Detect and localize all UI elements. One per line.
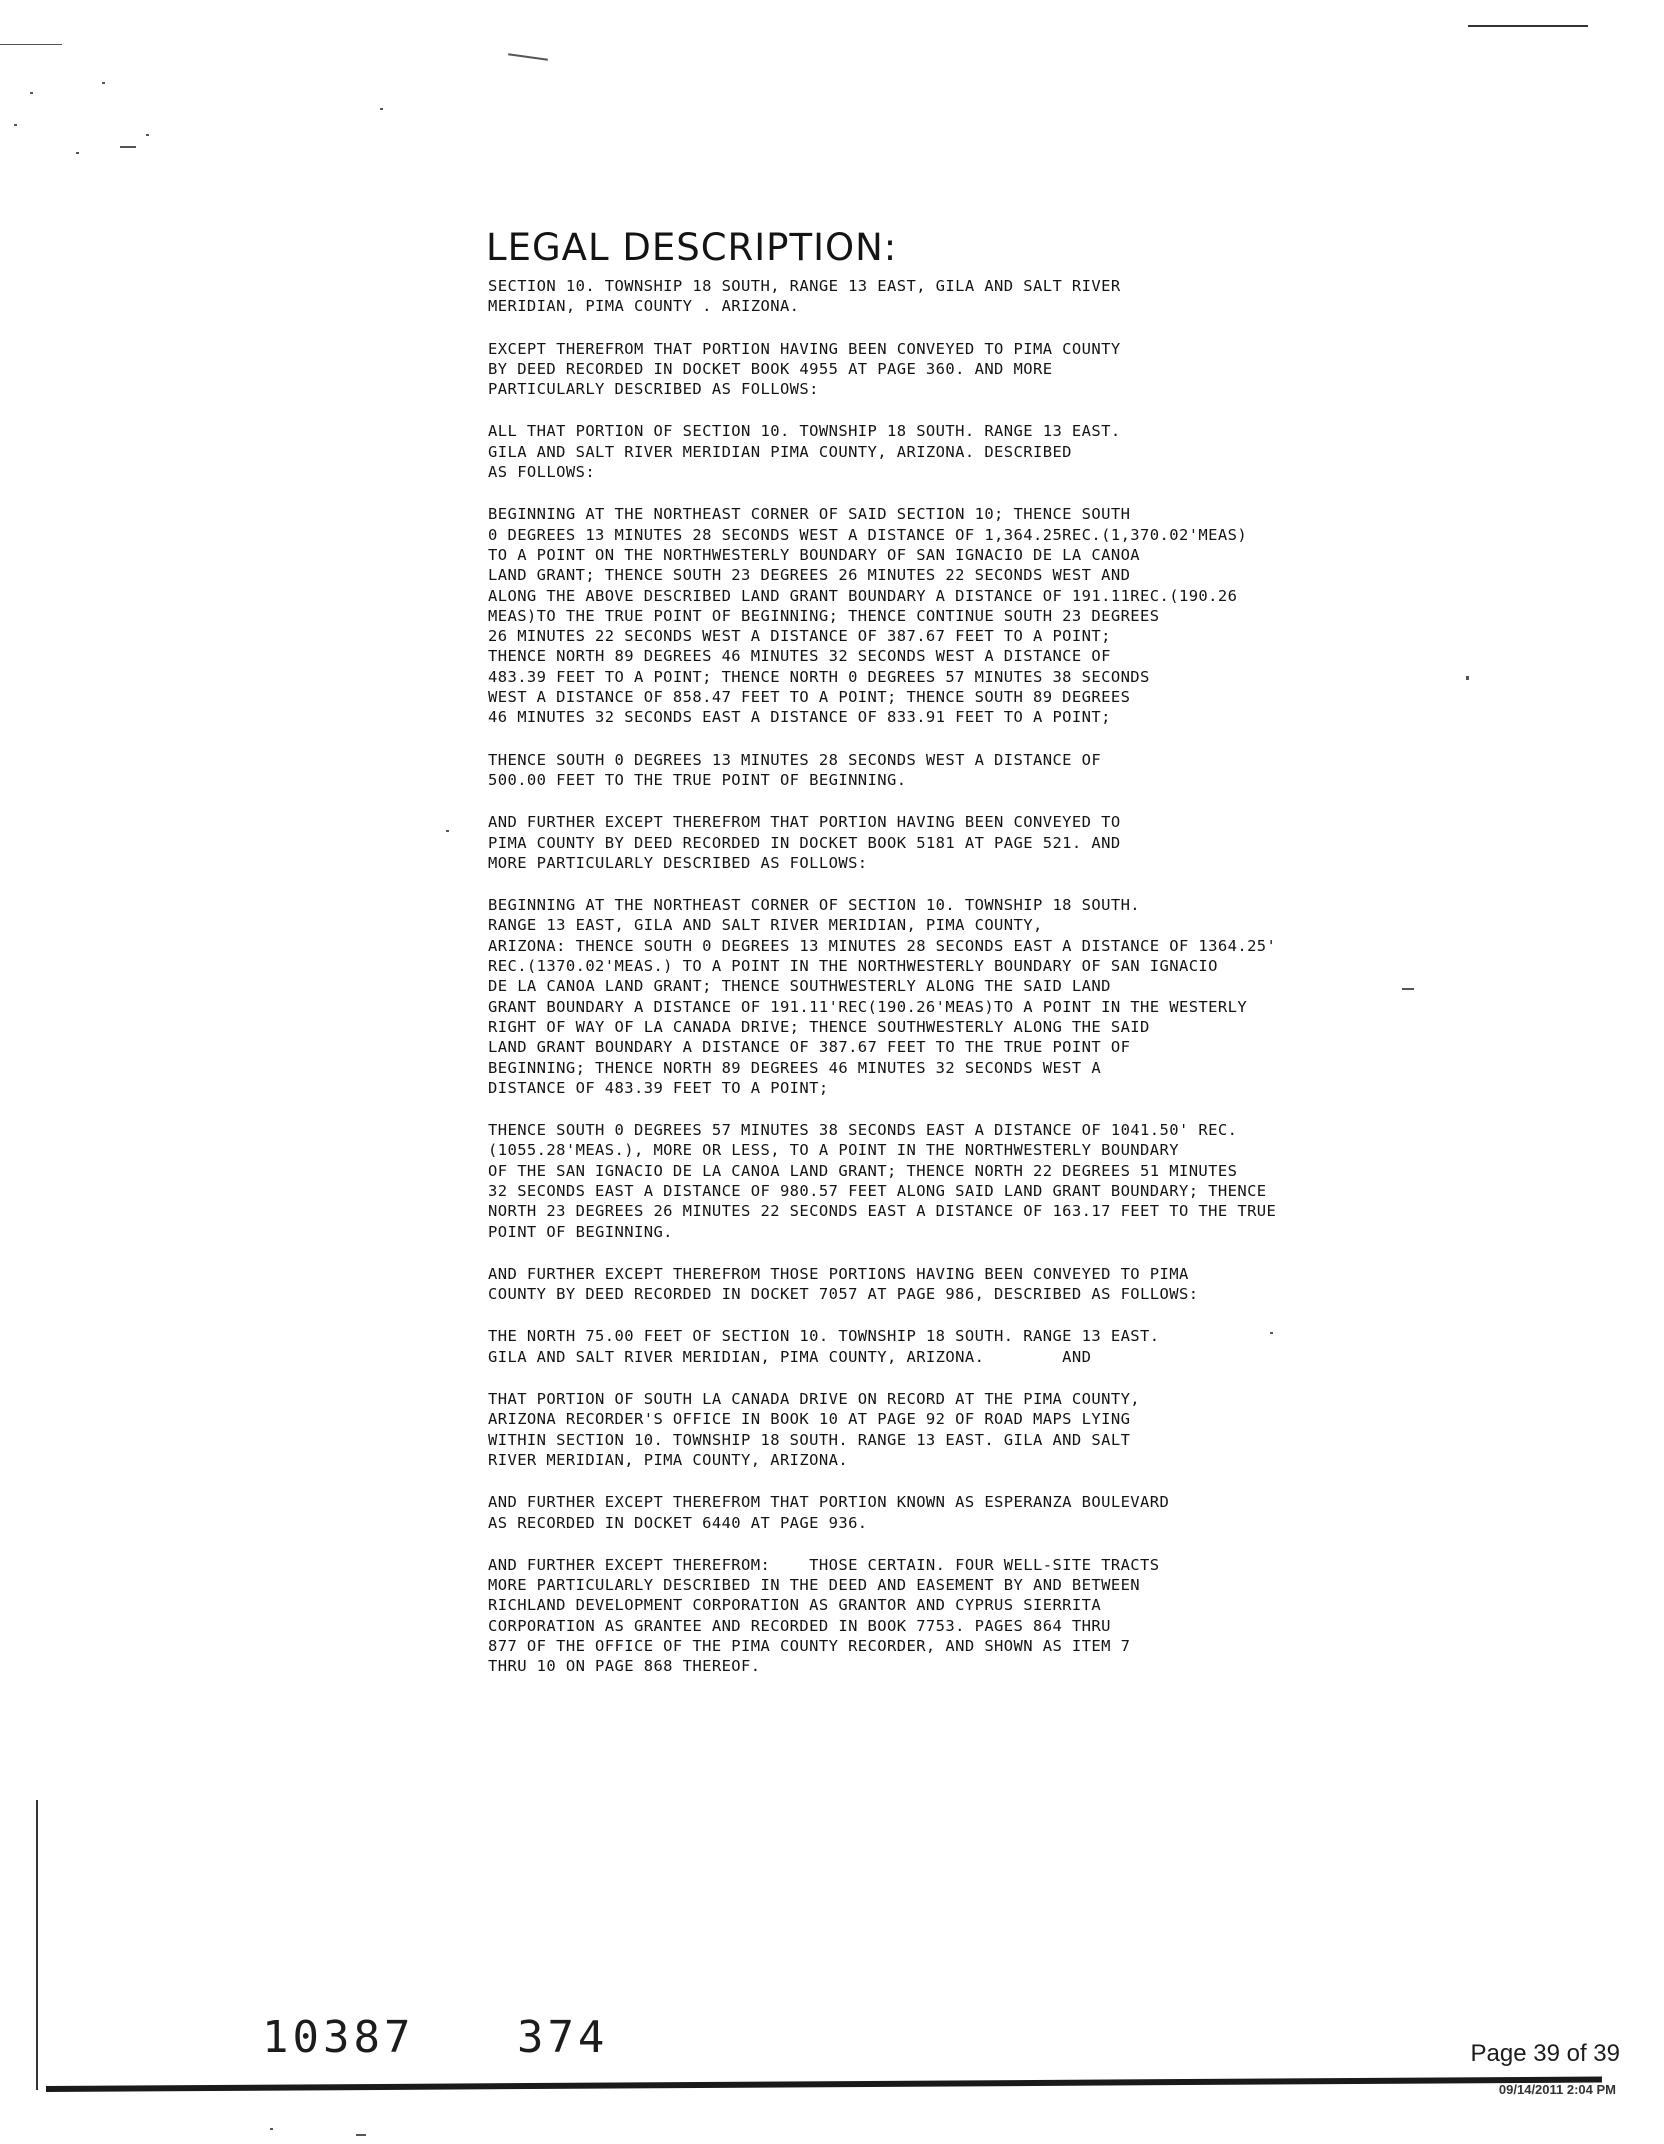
scan-speck [14, 124, 17, 126]
document-title: LEGAL DESCRIPTION: [486, 226, 898, 269]
paragraph-esperanza-boulevard: AND FURTHER EXCEPT THEREFROM THAT PORTION KNOWN AS ESPERANZA BOULEVARD AS RECORDED IN DOCKET 6440 AT PAGE 936. [488, 1493, 1170, 1532]
page-reference: 374 [516, 2012, 609, 2063]
paragraph-well-site-tracts: AND FURTHER EXCEPT THEREFROM: THOSE CERTAIN. FOUR WELL-SITE TRACTS MORE PARTICULARLY DESCRIBED IN THE DEED AND EASEMENT BY AND BETWEEN RICHLAND DEVELOPMENT CORPORATION AS GRANTOR AND CYPRUS SIERRITA CORPORATION AS GRANTEE AND RECORDED IN BOOK 7753. PAGES 864 THRU 877 OF THE OFFICE OF THE PIMA COUNTY RECORDER, AND SHOWN AS ITEM 7 THRU 10 ON PAGE 868 THEREOF. [488, 1555, 1160, 1676]
scan-speck [380, 108, 383, 110]
paragraph-section: SECTION 10. TOWNSHIP 18 SOUTH, RANGE 13 EAST, GILA AND SALT RIVER MERIDIAN, PIMA COUNTY . ARIZONA. [488, 277, 1121, 316]
recording-reference [262, 2012, 608, 2063]
scan-speck [120, 146, 136, 148]
paragraph-exception-2: AND FURTHER EXCEPT THEREFROM THAT PORTION HAVING BEEN CONVEYED TO PIMA COUNTY BY DEED RECORDED IN DOCKET BOOK 5181 AT PAGE 521. AND MORE PARTICULARLY DESCRIBED AS FOLLOWS: [488, 813, 1121, 872]
scan-speck [446, 830, 449, 832]
paragraph-metes-bounds-1-end: THENCE SOUTH 0 DEGREES 13 MINUTES 28 SECONDS WEST A DISTANCE OF 500.00 FEET TO THE TRUE POINT OF BEGINNING. [488, 750, 1102, 789]
paragraph-metes-bounds-1: BEGINNING AT THE NORTHEAST CORNER OF SAID SECTION 10; THENCE SOUTH 0 DEGREES 13 MINUTES 28 SECONDS WEST A DISTANCE OF 1,364.25REC.(1,370.02'MEAS) TO A POINT ON THE NORTHWESTERLY BOUNDARY OF SAN IGNACIO DE LA CANOA LAND GRANT; THENCE SOUTH 23 DEGREES 26 MINUTES 22 SECONDS WEST AND ALONG THE ABOVE DESCRIBED LAND GRANT BOUNDARY A DISTANCE OF 191.11REC.(190.26 MEAS)TO THE TRUE POINT OF BEGINNING; THENCE CONTINUE SOUTH 23 DEGREES 26 MINUTES 22 SECONDS WEST A DISTANCE OF 387.67 FEET TO A POINT; THENCE NORTH 89 DEGREES 46 MINUTES 32 SECONDS WEST A DISTANCE OF 483.39 FEET TO A POINT; THENCE NORTH 0 DEGREES 57 MINUTES 38 SECONDS WEST A DISTANCE OF 858.47 FEET TO A POINT; THENCE SOUTH 89 DEGREES 46 MINUTES 32 SECONDS EAST A DISTANCE OF 833.91 FEET TO A POINT; [488, 505, 1248, 727]
paragraph-metes-bounds-2: BEGINNING AT THE NORTHEAST CORNER OF SECTION 10. TOWNSHIP 18 SOUTH. RANGE 13 EAST, GILA AND SALT RIVER MERIDIAN, PIMA COUNTY, ARIZONA: THENCE SOUTH 0 DEGREES 13 MINUTES 28 SECONDS EAST A DISTANCE OF 1364.25' REC.(1370.02'MEAS.) TO A POINT IN THE NORTHWESTERLY BOUNDARY OF SAN IGNACIO DE LA CANOA LAND GRANT; THENCE SOUTHWESTERLY ALONG THE SAID LAND GRANT BOUNDARY A DISTANCE OF 191.11'REC(190.26'MEAS)TO A POINT IN THE WESTERLY RIGHT OF WAY OF LA CANADA DRIVE; THENCE SOUTHWESTERLY ALONG THE SAID LAND GRANT BOUNDARY A DISTANCE OF 387.67 FEET TO THE TRUE POINT OF BEGINNING; THENCE NORTH 89 DEGREES 46 MINUTES 32 SECONDS WEST A DISTANCE OF 483.39 FEET TO A POINT; [488, 896, 1277, 1097]
paragraph-exception-1: EXCEPT THEREFROM THAT PORTION HAVING BEEN CONVEYED TO PIMA COUNTY BY DEED RECORDED IN DOCKET BOOK 4955 AT PAGE 360. AND MORE PARTICULARLY DESCRIBED AS FOLLOWS: [488, 339, 1121, 399]
scan-speck [76, 152, 79, 154]
paragraph-metes-bounds-2-end: THENCE SOUTH 0 DEGREES 57 MINUTES 38 SECONDS EAST A DISTANCE OF 1041.50' REC. (1055.28'MEAS.), MORE OR LESS, TO A POINT IN THE NORTHWESTERLY BOUNDARY OF THE SAN IGNACIO DE LA CANOA LAND GRANT; THENCE NORTH 22 DEGREES 51 MINUTES 32 SECONDS EAST A DISTANCE OF 980.57 FEET ALONG SAID LAND GRANT BOUNDARY; THENCE NORTH 23 DEGREES 26 MINUTES 22 SECONDS EAST A DISTANCE OF 163.17 FEET TO THE TRUE POINT OF BEGINNING. [488, 1121, 1277, 1241]
paragraph-portion-1: ALL THAT PORTION OF SECTION 10. TOWNSHIP 18 SOUTH. RANGE 13 EAST. GILA AND SALT RIVER MERIDIAN PIMA COUNTY, ARIZONA. DESCRIBED AS FOLLOWS: [488, 422, 1121, 482]
print-timestamp: 09/14/2011 2:04 PM [1498, 2082, 1616, 2097]
scan-border-bottom [46, 2076, 1602, 2092]
scan-speck [270, 2128, 273, 2130]
docket-number: 10387 [262, 2012, 415, 2063]
scan-mark-top-right [1468, 25, 1588, 27]
scan-border-left [36, 1800, 38, 2090]
paragraph-north-75-feet: THE NORTH 75.00 FEET OF SECTION 10. TOWNSHIP 18 SOUTH. RANGE 13 EAST. GILA AND SALT RIVER MERIDIAN, PIMA COUNTY, ARIZONA. AND [488, 1327, 1160, 1366]
scan-speck [102, 82, 105, 84]
scan-speck [30, 92, 33, 94]
scan-speck [146, 134, 149, 136]
scan-mark-top-left [0, 44, 62, 45]
scan-speck [356, 2134, 366, 2136]
paragraph-exception-3: AND FURTHER EXCEPT THEREFROM THOSE PORTIONS HAVING BEEN CONVEYED TO PIMA COUNTY BY DEED RECORDED IN DOCKET 7057 AT PAGE 986, DESCRIBED AS FOLLOWS: [488, 1264, 1199, 1304]
scan-speck [508, 53, 548, 61]
legal-description-body [488, 276, 1488, 1699]
page-counter: Page 39 of 39 [1470, 2040, 1620, 2067]
paragraph-la-canada-drive: THAT PORTION OF SOUTH LA CANADA DRIVE ON RECORD AT THE PIMA COUNTY, ARIZONA RECORDER'S OFFICE IN BOOK 10 AT PAGE 92 OF ROAD MAPS LYING WITHIN SECTION 10. TOWNSHIP 18 SOUTH. RANGE 13 EAST. GILA AND SALT RIVER MERIDIAN, PIMA COUNTY, ARIZONA. [488, 1390, 1141, 1469]
